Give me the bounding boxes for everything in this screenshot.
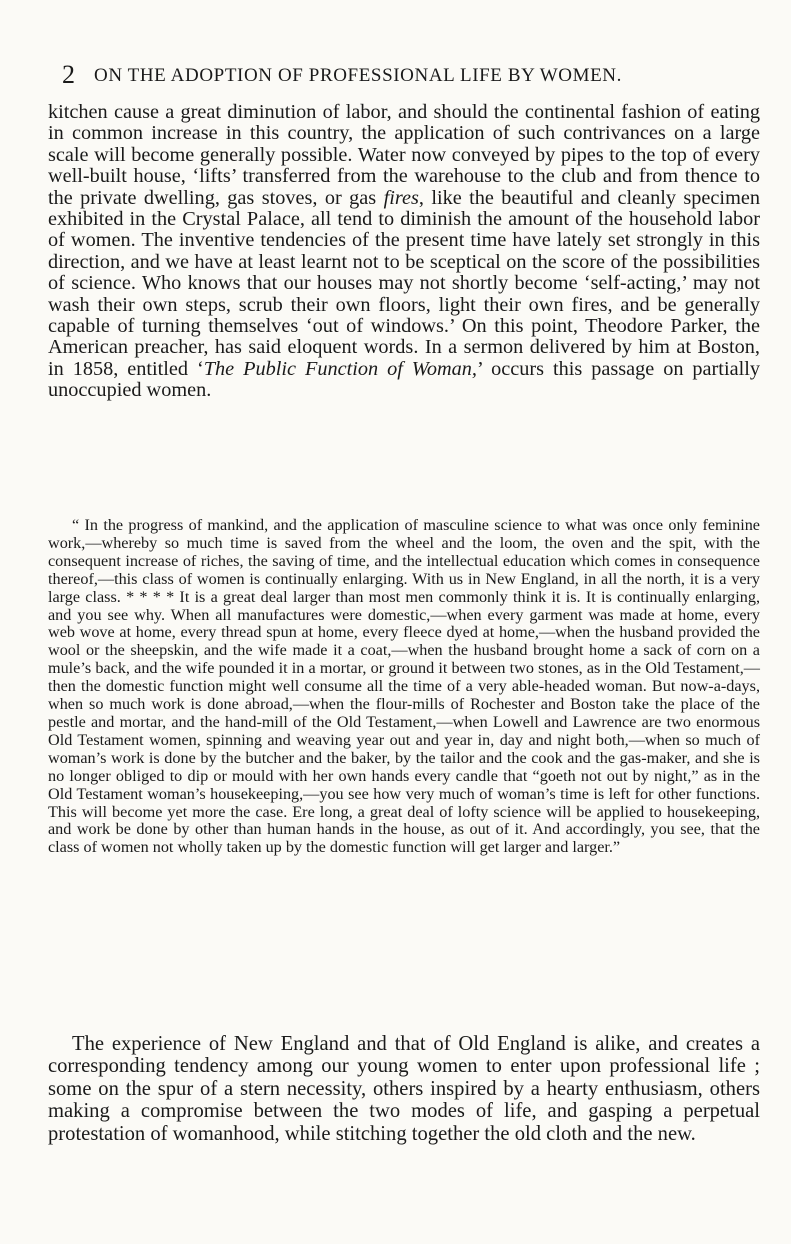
paragraph-1-text-c: , like the beautiful and cleanly specimen exhibited in the Crystal Palace, all tend to diminish the amount of the household labor of women. The inventive tendencies of the present time have lately set strongly in this direction, and we have at least learnt not to be sceptical on the score of the possibilities of science. Who knows that our houses may not shortly become ‘self-acting,’ may not wash their own steps, scrub their own floors, light their own fires, and be generally capable of turning themselves ‘out of windows.’ On this point, Theodore Parker, the American preacher, has said eloquent words. In a sermon delivered by him at Boston, in 1858, entitled ‘ [48, 186, 760, 380]
paragraph-1-text-a: kitchen cause a great diminution of labor, and should the continental fashion of eating in common increase in this country, the application of such contrivances on a large scale will become generally possible. Water now conveyed by pipes to the top of every well-built house, ‘lifts’ transferred from the warehouse to the club and from thence to the private dwelling, gas stoves, or gas [48, 101, 760, 209]
paragraph-1-text-e: ’ occurs this passage on partially unoccupied women. [48, 357, 760, 402]
body-paragraph-1 [48, 102, 760, 402]
paragraph-1-italic-fires: fires [383, 186, 419, 209]
block-quote: “ In the progress of mankind, and the application of masculine science to what was once only feminine work,—whereby so much time is saved from the wheel and the loom, the oven and the spit, with the consequent increase of riches, the saving of time, and the intellectual education which comes in consequence thereof,—this class of women is continually enlarging. With us in New England, in all the north, it is a very large class. * * * * It is a great deal larger than most men commonly think it is. It is continually enlarging, and you see why. When all manufactures were domestic,—when every garment was made at home, every web wove at home, every thread spun at home, every fleece dyed at home,—when the husband provided the wool or the sheepskin, and the wife made it a coat,—when the husband brought home a sack of corn on a mule’s back, and the wife pounded it in a mortar, or ground it between two stones, as in the Old Testament,—then the domestic function might well consume all the time of a very able-headed woman. But now-a-days, when so much work is done abroad,—when the flour-mills of Rochester and Boston take the place of the pestle and mortar, and the hand-mill of the Old Testament,—when Lowell and Lawrence are two enormous Old Testament women, spinning and weaving year out and year in, day and night both,—when so much of woman’s work is done by the butcher and the baker, by the tailor and the cook and the gas-maker, and she is no longer obliged to dip or mould with her own hands every candle that “goeth not out by night,” as in the Old Testament woman’s housekeeping,—you see how very much of woman’s time is left for other functions. This will become yet more the case. Ere long, a great deal of lofty science will be applied to housekeeping, and work be done by other than human hands in the house, as out of it. And accordingly, you see, that the class of women not wholly taken up by the domestic function will get larger and larger.” [48, 516, 760, 857]
page-header [62, 60, 754, 90]
body-paragraph-2: The experience of New England and that of Old England is alike, and creates a corresponding tendency among our young women to enter upon professional life ; some on the spur of a stern necessity, others inspired by a hearty enthusiasm, others making a compromise between the two modes of life, and gasping a perpetual protestation of womanhood, while stitching together the old cloth and the new. [48, 1033, 760, 1145]
running-title: ON THE ADOPTION OF PROFESSIONAL LIFE BY WOMEN. [94, 65, 622, 86]
page-number: 2 [62, 60, 75, 89]
sermon-title: The Public Function of Woman, [203, 357, 477, 380]
